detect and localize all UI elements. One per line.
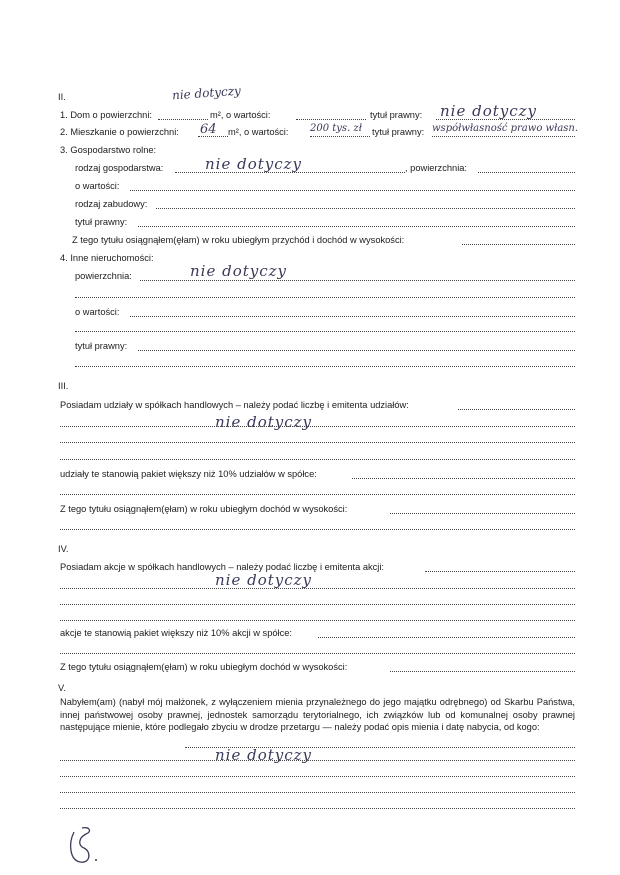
other-area-field-2[interactable] (75, 297, 575, 298)
other-area-field[interactable] (140, 280, 575, 281)
handwritten-acquisition: nie dotyczy (215, 746, 313, 764)
house-value-field[interactable] (296, 119, 366, 120)
other-value-field-2[interactable] (75, 331, 575, 332)
shares-package-label: udziały te stanowią pakiet większy niż 10% udziałów w spółce: (60, 469, 317, 479)
shares-field-3[interactable] (60, 442, 575, 443)
farm-income-field[interactable] (462, 244, 575, 245)
section-ii-heading: II. (58, 92, 66, 102)
shares-package-field[interactable] (352, 478, 575, 479)
acquisition-field-3[interactable] (60, 776, 575, 777)
section-v-heading: V. (58, 683, 66, 693)
shares-field-4[interactable] (60, 459, 575, 460)
stocks-field[interactable] (425, 571, 575, 572)
stocks-field-2[interactable] (60, 588, 575, 589)
flat-title-label: tytuł prawny: (372, 127, 425, 137)
handwritten-flat-title: współwłasność prawo własn. (432, 123, 579, 134)
stocks-income-label: Z tego tytułu osiągnąłem(ęłam) w roku ubiegłym dochód w wysokości: (60, 662, 348, 672)
stocks-field-3[interactable] (60, 604, 575, 605)
flat-value-field[interactable] (310, 136, 370, 137)
shares-field[interactable] (458, 409, 575, 410)
farm-area-label: , powierzchnia: (405, 163, 468, 173)
farm-label: 3. Gospodarstwo rolne: (60, 145, 157, 155)
handwritten-farm-type: nie dotyczy (205, 155, 303, 173)
shares-label: Posiadam udziały w spółkach handlowych – należy podać liczbę i emitenta udziałów: (60, 400, 409, 410)
house-m2-label: m², o wartości: (210, 110, 271, 120)
other-value-field[interactable] (130, 316, 575, 317)
stocks-field-4[interactable] (60, 620, 575, 621)
other-property-label: 4. Inne nieruchomości: (60, 253, 154, 263)
section-iv-heading: IV. (58, 544, 69, 554)
other-title-field[interactable] (138, 350, 575, 351)
flat-label: 2. Mieszkanie o powierzchni: (60, 127, 179, 137)
shares-income-label: Z tego tytułu osiągnąłem(ęłam) w roku ubiegłym dochód w wysokości: (60, 504, 348, 514)
other-title-field-2[interactable] (75, 366, 575, 367)
section-iii-heading: III. (58, 381, 69, 391)
acquisition-paragraph: Nabyłem(am) (nabył mój małżonek, z wyłączeniem mienia przynależnego do jego majątku odrębnego) od Skarbu Państwa, innej państwowej osoby prawnej, jednostek samorządu terytorialnego, ich związków lub od komunalnej osoby prawnej następujące mienie, które podlegało zbyciu w drodze przetargu — należy podać opis mienia i datę nabycia, od kogo: (60, 697, 575, 733)
farm-title-label: tytuł prawny: (75, 217, 128, 227)
handwritten-not-applicable: nie dotyczy (171, 83, 242, 103)
farm-build-label: rodzaj zabudowy: (75, 199, 148, 209)
farm-build-field[interactable] (156, 208, 575, 209)
initials-signature (64, 824, 104, 869)
acquisition-field-5[interactable] (60, 808, 575, 809)
stocks-label: Posiadam akcje w spółkach handlowych – należy podać liczbę i emitenta akcji: (60, 562, 385, 572)
stocks-package-field[interactable] (318, 637, 575, 638)
flat-title-field[interactable] (432, 136, 575, 137)
stocks-package-field-2[interactable] (60, 653, 575, 654)
handwritten-stocks: nie dotyczy (215, 571, 313, 589)
handwritten-flat-area: 64 (200, 122, 217, 137)
farm-area-field[interactable] (478, 172, 575, 173)
farm-type-label: rodzaj gospodarstwa: (75, 163, 164, 173)
handwritten-flat-value: 200 tys. zł (310, 123, 362, 134)
farm-value-field[interactable] (130, 190, 575, 191)
farm-income-label: Z tego tytułu osiągnąłem(ęłam) w roku ubiegłym przychód i dochód w wysokości: (72, 235, 405, 245)
handwritten-shares: nie dotyczy (215, 413, 313, 431)
stocks-income-field[interactable] (390, 671, 575, 672)
flat-m2-label: m², o wartości: (228, 127, 289, 137)
handwritten-house-title: nie dotyczy (440, 102, 538, 120)
shares-package-field-2[interactable] (60, 494, 575, 495)
acquisition-field-2[interactable] (60, 760, 575, 761)
handwritten-other-area: nie dotyczy (190, 262, 288, 280)
shares-income-field[interactable] (390, 513, 575, 514)
acquisition-field-4[interactable] (60, 792, 575, 793)
other-value-label: o wartości: (75, 307, 120, 317)
shares-field-2[interactable] (60, 426, 575, 427)
house-area-field[interactable] (158, 119, 208, 120)
other-area-label: powierzchnia: (75, 271, 132, 281)
other-title-label: tytuł prawny: (75, 341, 128, 351)
farm-value-label: o wartości: (75, 181, 120, 191)
house-label: 1. Dom o powierzchni: (60, 110, 152, 120)
shares-income-field-2[interactable] (60, 529, 575, 530)
house-title-label: tytuł prawny: (370, 110, 423, 120)
farm-title-field[interactable] (138, 226, 575, 227)
stocks-package-label: akcje te stanowią pakiet większy niż 10% akcji w spółce: (60, 628, 293, 638)
